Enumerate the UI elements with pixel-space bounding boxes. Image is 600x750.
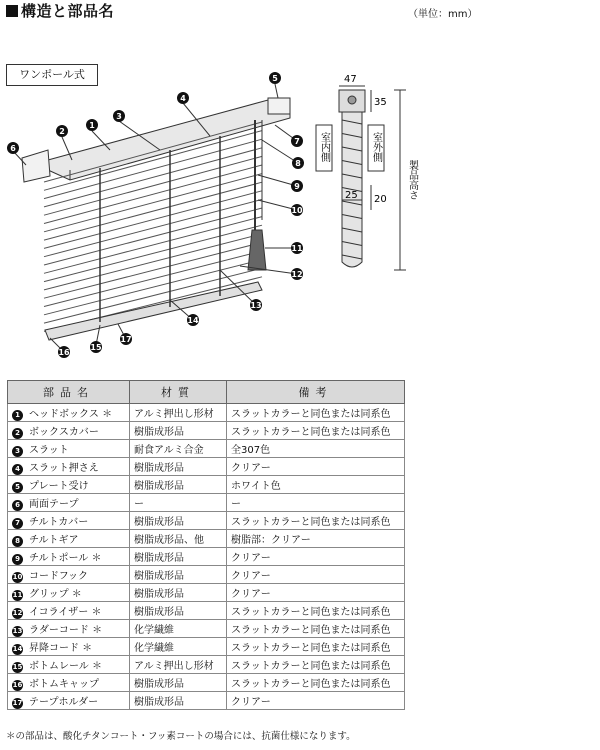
part-name: チルトポール ＊	[29, 552, 102, 564]
part-number-badge: 16	[12, 680, 23, 689]
part-name-cell	[8, 404, 130, 422]
slat-line	[44, 208, 262, 265]
callout-7	[291, 135, 303, 147]
note-cell: スラットカラーと同色または同系色	[227, 620, 405, 638]
material-cell: アルミ押出し形材	[130, 656, 227, 674]
part-name-cell	[8, 476, 130, 494]
callout-number: 8	[295, 159, 301, 168]
svg-text:室外側: 室外側	[370, 132, 382, 162]
part-name: コードフック	[29, 570, 88, 582]
table-row	[8, 422, 405, 440]
table-row	[8, 656, 405, 674]
note-cell: クリアー	[227, 458, 405, 476]
part-number-badge: 15	[12, 662, 23, 671]
table-row	[8, 458, 405, 476]
table-row	[8, 692, 405, 710]
table-row	[8, 548, 405, 566]
leader-5	[275, 84, 278, 98]
part-number-badge: 12	[12, 608, 23, 617]
callout-8	[292, 157, 304, 169]
part-name: ヘッドボックス ＊	[29, 408, 113, 420]
callout-number: 1	[89, 121, 95, 130]
callout-5	[269, 72, 281, 84]
material-cell: 樹脂成形品	[130, 458, 227, 476]
part-number-badge: 10	[12, 572, 23, 581]
part-number-badge: 5	[12, 482, 23, 493]
table-row	[8, 566, 405, 584]
note-cell: クリアー	[227, 548, 405, 566]
part-name-cell	[8, 422, 130, 440]
note-cell: スラットカラーと同色または同系色	[227, 674, 405, 692]
table-row	[8, 530, 405, 548]
height-label: 製品高さ	[406, 160, 418, 200]
material-cell: 樹脂成形品	[130, 512, 227, 530]
note-cell: スラットカラーと同色または同系色	[227, 404, 405, 422]
bottom-rail-shape	[45, 282, 262, 340]
note-cell: スラットカラーと同色または同系色	[227, 512, 405, 530]
note-cell: クリアー	[227, 566, 405, 584]
material-cell: 樹脂成形品	[130, 476, 227, 494]
table-header-row	[8, 381, 405, 404]
head-box-shape	[48, 100, 290, 180]
part-name-cell	[8, 584, 130, 602]
part-name-cell	[8, 566, 130, 584]
part-name: イコライザー ＊	[29, 606, 102, 618]
part-name-cell	[8, 602, 130, 620]
blind-illustration	[14, 84, 406, 352]
outer-side-label	[368, 125, 384, 171]
title-square-icon	[6, 5, 18, 17]
callout-number: 17	[120, 335, 132, 344]
table-row	[8, 620, 405, 638]
slat-line	[44, 182, 262, 240]
inner-side-label	[316, 125, 332, 171]
table-row	[8, 602, 405, 620]
material-cell: 樹脂成形品	[130, 674, 227, 692]
callout-4	[177, 92, 189, 104]
material-cell: 耐食アルミ合金	[130, 440, 227, 458]
part-name: チルトギア	[29, 534, 79, 546]
slat-line	[44, 225, 262, 281]
table-row	[8, 512, 405, 530]
part-name-cell	[8, 638, 130, 656]
callout-number: 12	[291, 270, 303, 279]
note-cell: ホワイト色	[227, 476, 405, 494]
part-number-badge: 6	[12, 500, 23, 511]
callout-12	[291, 268, 303, 280]
callout-number: 6	[10, 144, 16, 153]
callout-number: 13	[250, 301, 262, 310]
table-row	[8, 404, 405, 422]
material-cell: 樹脂成形品	[130, 422, 227, 440]
note-cell: ー	[227, 494, 405, 512]
leader-9	[258, 175, 297, 186]
slat-line	[44, 191, 262, 249]
part-number-badge: 14	[12, 644, 23, 653]
material-cell: 樹脂成形品	[130, 566, 227, 584]
footnote: ＊の部品は、酸化チタンコート・フッ素コートの場合には、抗菌仕様になります。	[6, 731, 356, 742]
part-name: ボトムレール ＊	[29, 660, 102, 672]
part-name: スラット	[29, 444, 69, 456]
callout-13	[250, 299, 262, 311]
note-cell: 樹脂部：クリアー	[227, 530, 405, 548]
callout-number: 3	[116, 112, 122, 121]
part-name-cell	[8, 674, 130, 692]
callout-number: 9	[294, 182, 300, 191]
table-row	[8, 674, 405, 692]
note-cell: スラットカラーと同色または同系色	[227, 638, 405, 656]
callout-number: 5	[272, 74, 278, 83]
part-name-cell	[8, 458, 130, 476]
slat-line	[44, 217, 262, 274]
part-name: テープホルダー	[29, 696, 99, 708]
part-name: スラット押さえ	[29, 462, 99, 474]
part-name: ボトムキャップ	[29, 678, 99, 690]
table-body	[8, 404, 405, 710]
bracket-right	[268, 98, 290, 114]
table-row	[8, 638, 405, 656]
parts-table	[7, 380, 405, 710]
part-number-badge: 1	[12, 410, 23, 421]
callout-6	[7, 142, 19, 154]
material-cell: 樹脂成形品	[130, 602, 227, 620]
slat-line	[44, 174, 262, 232]
material-cell: 樹脂成形品	[130, 692, 227, 710]
type-label: ワンポール式	[6, 64, 98, 86]
note-cell: クリアー	[227, 584, 405, 602]
part-number-badge: 13	[12, 626, 23, 635]
note-cell: スラットカラーと同色または同系色	[227, 602, 405, 620]
dim-width-text: 47	[344, 74, 357, 85]
part-name: 両面テープ	[29, 498, 79, 510]
dim-drop-text: 20	[374, 194, 387, 205]
callout-3	[113, 110, 125, 122]
callout-10	[291, 204, 303, 216]
page-title	[6, 0, 114, 21]
callout-9	[291, 180, 303, 192]
part-number-badge: 4	[12, 464, 23, 475]
part-name: 昇降コード ＊	[29, 642, 93, 654]
dim-top-text: 35	[374, 97, 387, 108]
note-cell: クリアー	[227, 692, 405, 710]
callout-number: 15	[90, 343, 102, 352]
callout-number: 10	[291, 206, 303, 215]
table-row	[8, 494, 405, 512]
part-name-cell	[8, 656, 130, 674]
slat-line	[44, 199, 262, 256]
grip-shape	[248, 230, 266, 270]
part-name-cell	[8, 530, 130, 548]
callout-15	[90, 341, 102, 353]
material-cell: アルミ押出し形材	[130, 404, 227, 422]
part-name: ボックスカバー	[29, 426, 99, 438]
profile-plate-screw	[348, 96, 356, 104]
col-header-material: 材質	[130, 381, 227, 404]
end-plate	[22, 150, 50, 182]
part-number-badge: 9	[12, 554, 23, 565]
material-cell: 樹脂成形品	[130, 548, 227, 566]
callout-number: 16	[58, 348, 70, 357]
slat-line	[44, 234, 262, 290]
part-name-cell	[8, 512, 130, 530]
material-cell: ー	[130, 494, 227, 512]
part-number-badge: 17	[12, 698, 23, 707]
callout-1	[86, 119, 98, 131]
callout-number: 11	[291, 244, 303, 253]
table-row	[8, 476, 405, 494]
callout-number: 4	[180, 94, 186, 103]
callout-16	[58, 346, 70, 358]
part-name: グリップ ＊	[29, 588, 82, 600]
col-header-note: 備考	[227, 381, 405, 404]
material-cell: 樹脂成形品、他	[130, 530, 227, 548]
part-name-cell	[8, 548, 130, 566]
dim-gap-text: 25	[345, 190, 358, 201]
part-number-badge: 3	[12, 446, 23, 457]
table-row	[8, 584, 405, 602]
part-name: プレート受け	[29, 480, 89, 492]
part-name-cell	[8, 494, 130, 512]
callout-number: 7	[294, 137, 300, 146]
callout-2	[56, 125, 68, 137]
part-name-cell	[8, 692, 130, 710]
part-number-badge: 2	[12, 428, 23, 439]
callout-14	[187, 314, 199, 326]
col-header-name: 部品名	[8, 381, 130, 404]
part-name-cell	[8, 620, 130, 638]
note-cell: スラットカラーと同色または同系色	[227, 656, 405, 674]
callout-17	[120, 333, 132, 345]
material-cell: 樹脂成形品	[130, 584, 227, 602]
callout-11	[291, 242, 303, 254]
part-number-badge: 8	[12, 536, 23, 547]
part-name: チルトカバー	[29, 516, 89, 528]
note-cell: 全307色	[227, 440, 405, 458]
callout-number: 2	[59, 127, 65, 136]
part-number-badge: 11	[12, 590, 23, 599]
title-text: 構造と部品名	[21, 2, 115, 20]
table-row	[8, 440, 405, 458]
part-name: ラダーコード ＊	[29, 624, 103, 636]
note-cell: スラットカラーと同色または同系色	[227, 422, 405, 440]
callout-number: 14	[187, 316, 199, 325]
svg-text:室内側: 室内側	[318, 132, 330, 162]
material-cell: 化学繊維	[130, 620, 227, 638]
blind-diagram	[0, 60, 600, 365]
unit-label: （単位：mm）	[408, 9, 478, 20]
part-number-badge: 7	[12, 518, 23, 529]
part-name-cell	[8, 440, 130, 458]
material-cell: 化学繊維	[130, 638, 227, 656]
